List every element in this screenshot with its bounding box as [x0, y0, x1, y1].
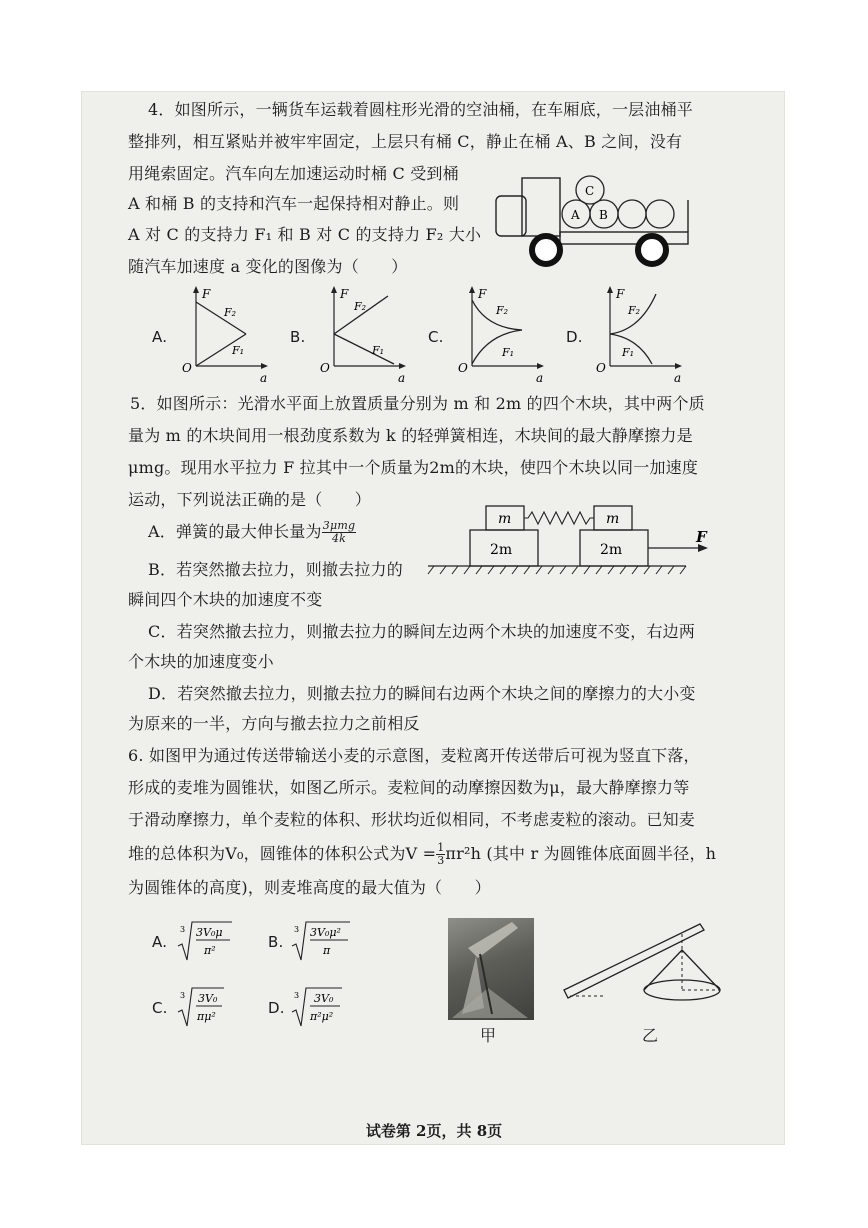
svg-text:π²μ²: π²μ²	[310, 1010, 334, 1023]
svg-text:O: O	[596, 361, 606, 375]
q6-line-5: 为圆锥体的高度)，则麦堆高度的最大值为（ ）	[128, 878, 491, 897]
svg-text:a: a	[260, 371, 268, 385]
svg-text:O: O	[320, 361, 330, 375]
wheel-rear	[638, 236, 666, 264]
q6-option-a-root	[176, 918, 236, 964]
q4-option-b-label: B.	[290, 328, 306, 346]
q5-option-c-1: C．若突然撤去拉力，则撤去拉力的瞬间左边两个木块的加速度不变，右边两	[148, 622, 696, 641]
svg-text:π²: π²	[204, 944, 216, 957]
svg-text:3V₀: 3V₀	[198, 992, 218, 1005]
svg-text:O: O	[458, 361, 468, 375]
q5-option-d-2: 为原来的一半，方向与撤去拉力之前相反	[128, 714, 420, 733]
q4-line-4: A 和桶 B 的支持和汽车一起保持相对静止。则	[128, 194, 460, 213]
conveyor-photo	[448, 918, 534, 1020]
spring	[524, 512, 594, 524]
svg-text:F₂: F₂	[224, 306, 237, 319]
q6-option-c-root	[176, 984, 236, 1030]
q6-option-b-label: B.	[268, 933, 284, 951]
svg-text:3: 3	[180, 925, 186, 934]
q4-line-3: 用绳索固定。汽车向左加速运动时桶 C 受到桶	[128, 164, 459, 183]
conveyor-belt	[564, 924, 704, 998]
q4-line-6: 随汽车加速度 a 变化的图像为（ ）	[128, 257, 408, 276]
q5-line-1: 5．如图所示：光滑水平面上放置质量分别为 m 和 2m 的四个木块，其中两个质	[130, 394, 705, 413]
q4-line-1: 4．如图所示，一辆货车运载着圆柱形光滑的空油桶，在车厢底，一层油桶平	[148, 100, 693, 119]
svg-text:2m: 2m	[490, 542, 513, 558]
figure-jia-label: 甲	[480, 1026, 497, 1045]
svg-text:F₁: F₁	[622, 346, 635, 359]
svg-text:F₁: F₁	[372, 344, 385, 357]
svg-text:m: m	[498, 511, 512, 527]
q4-option-a-label: A.	[152, 328, 168, 346]
svg-text:F: F	[478, 287, 487, 301]
q6-option-c-label: C.	[152, 999, 168, 1017]
q5-option-a: A．弹簧的最大伸长量为 $\frac{\text{3μmg}}{4k}$	[148, 519, 356, 545]
svg-text:3: 3	[294, 925, 300, 934]
q4-line-5: A 对 C 的支持力 F₁ 和 B 对 C 的支持力 F₂ 大小	[128, 225, 482, 244]
page-footer: 试卷第 2页，共 8页	[365, 1122, 503, 1140]
svg-text:O: O	[182, 361, 192, 375]
svg-text:a: a	[398, 371, 406, 385]
svg-text:a: a	[674, 371, 682, 385]
q6-option-d-label: D.	[268, 999, 285, 1017]
svg-text:3V₀μ²: 3V₀μ²	[310, 926, 341, 939]
q4-graph-b	[318, 284, 408, 384]
q6-option-d-root	[290, 984, 354, 1030]
cone-figure	[560, 920, 730, 1010]
svg-text:a: a	[536, 371, 544, 385]
truck-figure	[494, 170, 694, 270]
wheel-front	[532, 236, 560, 264]
svg-text:3V₀: 3V₀	[314, 992, 334, 1005]
q6-option-b-root	[290, 918, 354, 964]
q4-graph-d	[594, 284, 684, 384]
q5-line-3: μmg。现用水平拉力 F 拉其中一个质量为2m的木块，使四个木块以同一加速度	[128, 458, 699, 477]
q6-line-1: 6. 如图甲为通过传送带输送小麦的示意图，麦粒离开传送带后可视为竖直下落，	[128, 746, 700, 765]
q6-line-2: 形成的麦堆为圆锥状，如图乙所示。麦粒间的动摩擦因数为μ，最大静摩擦力等	[128, 778, 690, 797]
figure-yi-label: 乙	[642, 1026, 659, 1045]
barrel-a-label: A	[571, 208, 580, 222]
truck-cab	[522, 178, 560, 236]
svg-text:F₂: F₂	[628, 304, 641, 317]
svg-text:3V₀μ: 3V₀μ	[196, 926, 223, 939]
q6-line-3: 于滑动摩擦力，单个麦粒的体积、形状均近似相同，不考虑麦粒的滚动。已知麦	[128, 810, 696, 829]
q4-graph-a	[180, 284, 270, 384]
svg-text:F₂: F₂	[354, 300, 367, 313]
svg-text:2m: 2m	[600, 542, 623, 558]
q5-option-c-2: 个木块的加速度变小	[128, 652, 274, 671]
svg-text:3: 3	[294, 991, 300, 1000]
q5-line-2: 量为 m 的木块间用一根劲度系数为 k 的轻弹簧相连，木块间的最大静摩擦力是	[128, 426, 693, 445]
svg-text:F: F	[696, 528, 707, 546]
svg-text:π: π	[323, 944, 331, 957]
q5-line-4: 运动，下列说法正确的是（ ）	[128, 490, 372, 509]
svg-text:F₁: F₁	[502, 346, 515, 359]
q4-line-2: 整排列，相互紧贴并被牢牢固定，上层只有桶 C，静止在桶 A、B 之间，没有	[128, 132, 683, 151]
q5-option-d-1: D．若突然撤去拉力，则撤去拉力的瞬间右边两个木块之间的摩擦力的大小变	[148, 684, 696, 703]
truck-bed	[560, 232, 688, 244]
q4-option-d-label: D.	[566, 328, 583, 346]
q4-option-c-label: C.	[428, 328, 444, 346]
svg-text:m: m	[606, 511, 620, 527]
q5-option-b-2: 瞬间四个木块的加速度不变	[128, 590, 323, 609]
barrel-b-label: B	[599, 208, 608, 222]
svg-text:πμ²: πμ²	[197, 1010, 216, 1023]
svg-text:3: 3	[180, 991, 186, 1000]
svg-text:F₁: F₁	[232, 344, 245, 357]
svg-text:F: F	[340, 287, 349, 301]
q6-line-4: 堆的总体积为V₀，圆锥体的体积公式为V = $\frac{1}{3}$ πr²h (其中 r 为圆锥体底面圆半径，h	[128, 841, 717, 867]
q6-option-a-label: A.	[152, 933, 168, 951]
svg-text:F: F	[616, 287, 625, 301]
q5-option-b-1: B．若突然撤去拉力，则撤去拉力的	[148, 560, 403, 579]
blocks-figure	[428, 498, 718, 582]
q4-graph-c	[456, 284, 546, 384]
barrel-c-label: C	[585, 184, 595, 198]
svg-text:F₂: F₂	[496, 304, 509, 317]
svg-text:F: F	[202, 287, 211, 301]
